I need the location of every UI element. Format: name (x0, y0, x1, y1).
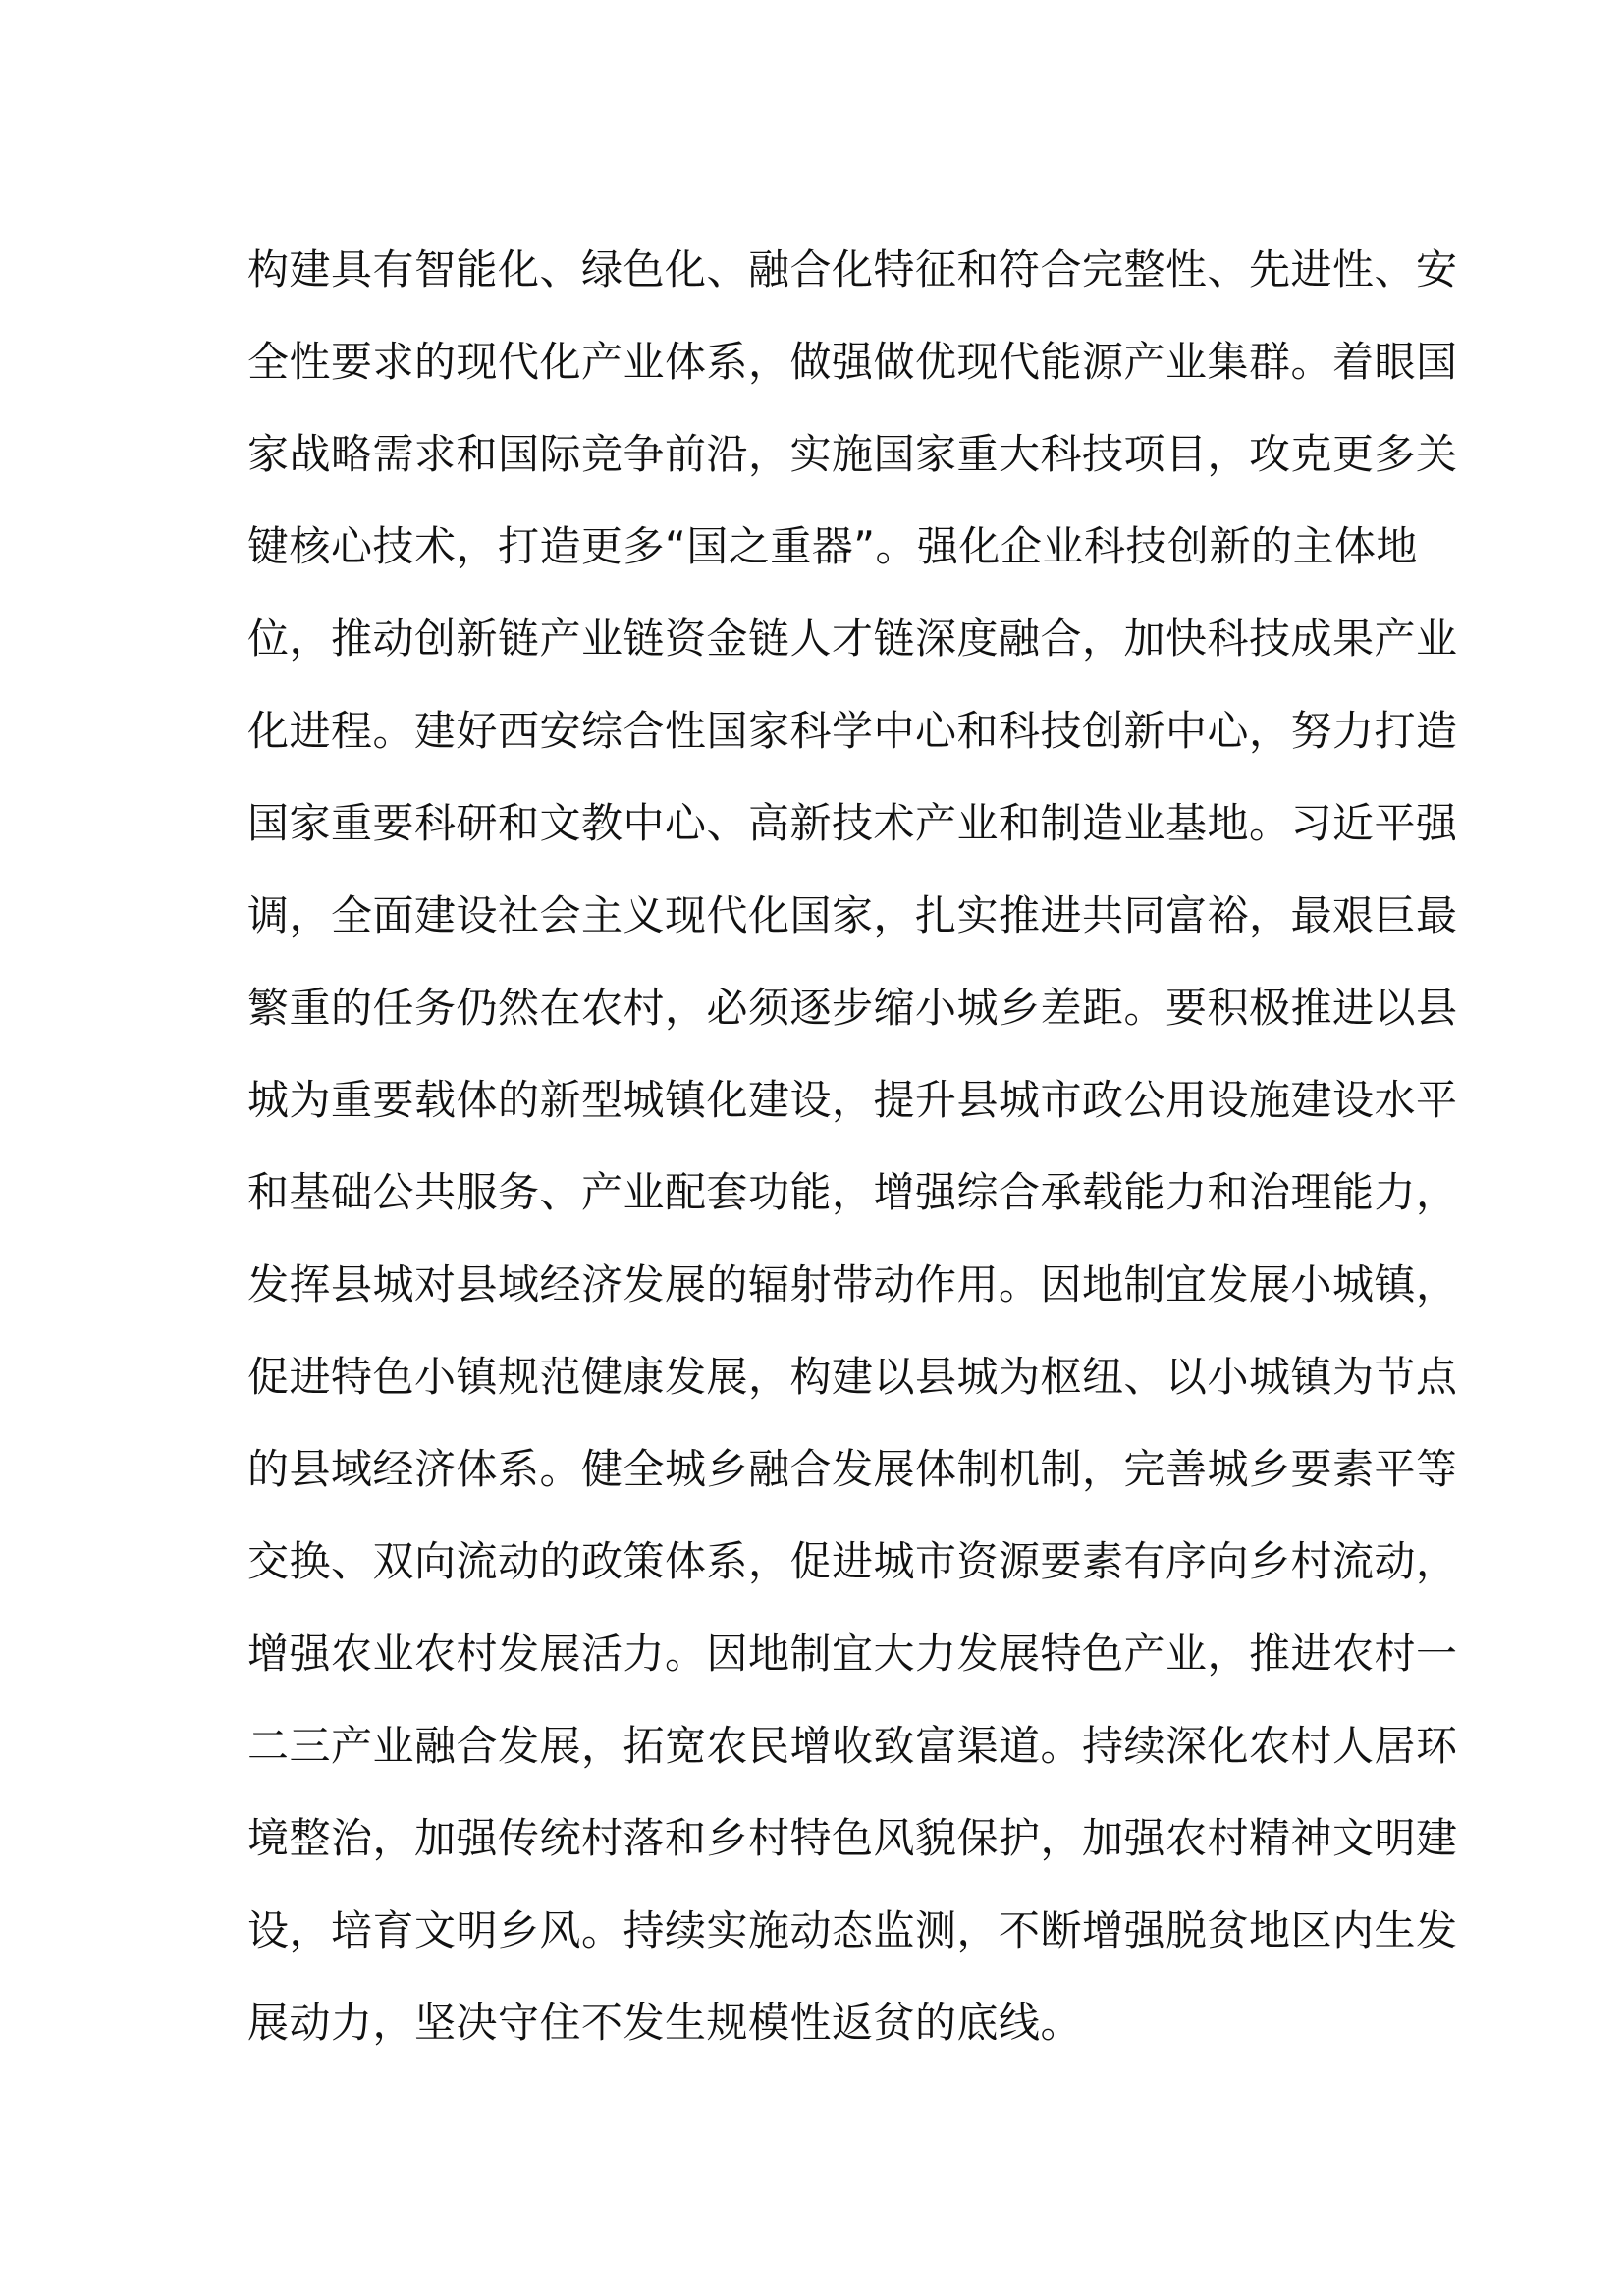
paragraph-line: 设，培育文明乡风。持续实施动态监测，不断增强脱贫地区内生发 (247, 1906, 1458, 1954)
paragraph-line: 位，推动创新链产业链资金链人才链深度融合，加快科技成果产业 (247, 614, 1458, 663)
paragraph-line: 键核心技术，打造更多“国之重器”。强化企业科技创新的主体地 (247, 522, 1419, 570)
paragraph-line: 构建具有智能化、绿色化、融合化特征和符合完整性、先进性、安 (247, 245, 1458, 294)
paragraph-line: 交换、双向流动的政策体系，促进城市资源要素有序向乡村流动， (247, 1537, 1458, 1585)
paragraph-line: 发挥县城对县域经济发展的辐射带动作用。因地制宜发展小城镇， (247, 1260, 1458, 1308)
paragraph-line: 和基础公共服务、产业配套功能，增强综合承载能力和治理能力， (247, 1168, 1458, 1216)
paragraph-line: 国家重要科研和文教中心、高新技术产业和制造业基地。习近平强 (247, 799, 1458, 847)
paragraph-line: 全性要求的现代化产业体系，做强做优现代能源产业集群。着眼国 (247, 338, 1458, 386)
paragraph-line: 增强农业农村发展活力。因地制宜大力发展特色产业，推进农村一 (247, 1629, 1458, 1678)
paragraph-line: 繁重的任务仍然在农村，必须逐步缩小城乡差距。要积极推进以县 (247, 984, 1458, 1032)
paragraph-line: 调，全面建设社会主义现代化国家，扎实推进共同富裕，最艰巨最 (247, 891, 1458, 939)
paragraph-line: 家战略需求和国际竞争前沿，实施国家重大科技项目，攻克更多关 (247, 430, 1458, 478)
paragraph-line: 化进程。建好西安综合性国家科学中心和科技创新中心，努力打造 (247, 707, 1458, 755)
paragraph-line: 展动力，坚决守住不发生规模性返贫的底线。 (247, 1999, 1083, 2047)
paragraph-line: 境整治，加强传统村落和乡村特色风貌保护，加强农村精神文明建 (247, 1814, 1458, 1862)
paragraph-line: 城为重要载体的新型城镇化建设，提升县城市政公用设施建设水平 (247, 1076, 1458, 1124)
paragraph-line: 二三产业融合发展，拓宽农民增收致富渠道。持续深化农村人居环 (247, 1722, 1458, 1770)
paragraph-line: 的县域经济体系。健全城乡融合发展体制机制，完善城乡要素平等 (247, 1445, 1458, 1493)
paragraph-line: 促进特色小镇规范健康发展，构建以县城为枢纽、以小城镇为节点 (247, 1353, 1458, 1401)
body-paragraph (247, 224, 1458, 2069)
